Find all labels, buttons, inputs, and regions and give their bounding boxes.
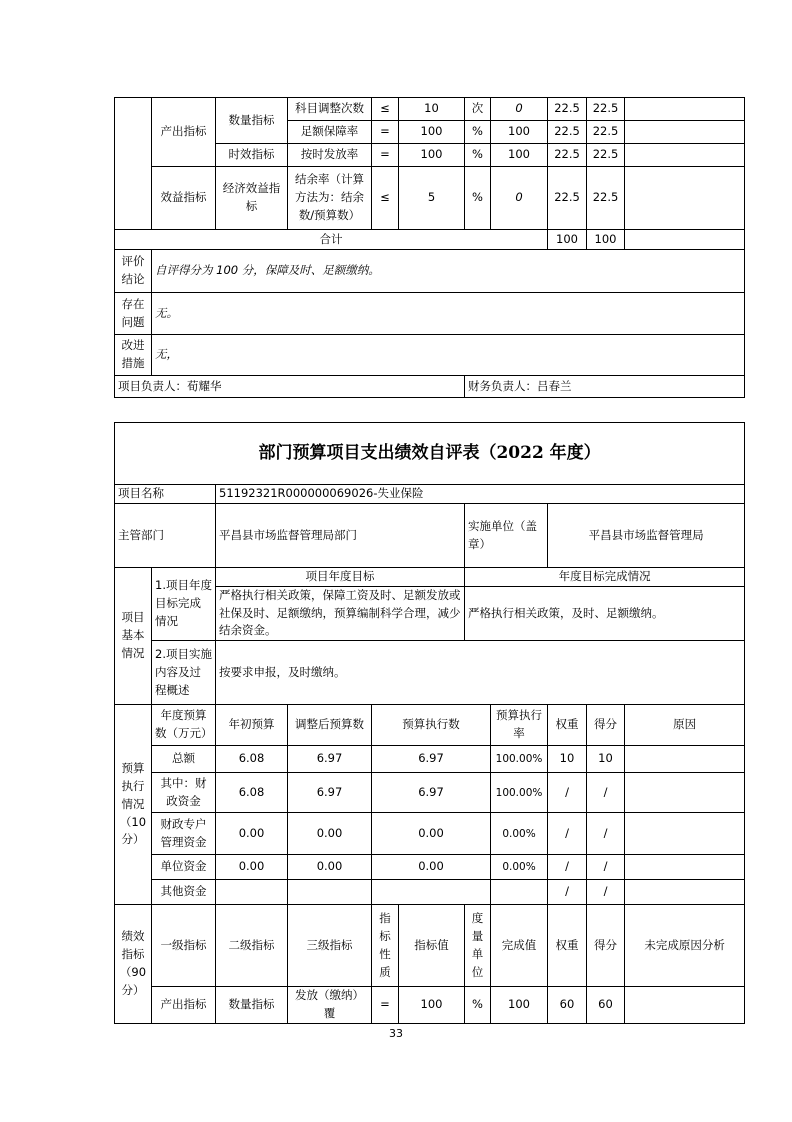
goal-header: 项目年度目标	[216, 568, 465, 587]
fund-initial: 0.00	[216, 813, 288, 855]
fund-rate: 100.00%	[491, 773, 548, 813]
budget-section-label: 预算执行情况（10分）	[115, 705, 152, 905]
cell-l3: 发放（缴纳）覆	[288, 987, 372, 1024]
fund-score: /	[587, 773, 625, 813]
cell-unit: %	[465, 121, 491, 144]
title-row	[115, 423, 745, 485]
header-unit: 度量单位	[465, 905, 491, 987]
cell-l3: 科目调整次数	[288, 98, 372, 121]
fund-adjusted: 6.97	[288, 746, 372, 773]
cell-reason	[625, 167, 745, 230]
cell-op: =	[372, 121, 399, 144]
fund-weight: /	[548, 813, 587, 855]
fund-score: /	[587, 880, 625, 905]
fund-score: 10	[587, 746, 625, 773]
cell-l2: 经济效益指标	[216, 167, 288, 230]
sub2-label: 2.项目实施内容及过程概述	[152, 641, 216, 705]
impl-value: 平昌县市场监督管理局	[548, 504, 745, 568]
cell-l3: 结余率（计算方法为：结余数/预算数）	[288, 167, 372, 230]
cell-unit: %	[465, 167, 491, 230]
fund-weight: /	[548, 880, 587, 905]
budget-row	[115, 855, 745, 880]
header-l2: 二级指标	[216, 905, 288, 987]
department-row	[115, 504, 745, 568]
cell-score: 22.5	[587, 98, 625, 121]
problems-text: 无。	[152, 293, 745, 335]
table-row	[115, 98, 745, 121]
cell-op: ≤	[372, 167, 399, 230]
fund-score: /	[587, 813, 625, 855]
cell-weight: 60	[548, 987, 587, 1024]
cell-target: 10	[399, 98, 465, 121]
fund-weight: /	[548, 773, 587, 813]
conclusion-label: 评价结论	[115, 250, 152, 293]
budget-row	[115, 813, 745, 855]
fund-adjusted: 0.00	[288, 855, 372, 880]
budget-row	[115, 880, 745, 905]
dept-value: 平昌县市场监督管理局部门	[216, 504, 465, 568]
fund-executed: 6.97	[372, 773, 491, 813]
header-weight: 权重	[548, 705, 587, 746]
header-adjusted: 调整后预算数	[288, 705, 372, 746]
project-name-label: 项目名称	[115, 485, 216, 504]
cell-actual: 0	[491, 98, 548, 121]
header-target: 指标值	[399, 905, 465, 987]
overview-row	[115, 641, 745, 705]
cell-reason	[625, 98, 745, 121]
header-l1: 一级指标	[152, 905, 216, 987]
fund-name: 财政专户管理资金	[152, 813, 216, 855]
done-text: 严格执行相关政策，及时、足额缴纳。	[465, 586, 745, 640]
problems-row	[115, 293, 745, 335]
fund-rate: 0.00%	[491, 813, 548, 855]
conclusion-text: 自评得分为 100 分，保障及时、足额缴纳。	[152, 250, 745, 293]
cell-l3: 足额保障率	[288, 121, 372, 144]
project-lead: 项目负责人：荀耀华	[115, 376, 465, 398]
fund-score: /	[587, 855, 625, 880]
cell-score: 22.5	[587, 144, 625, 167]
page-number: 33	[389, 1027, 403, 1040]
fund-initial: 6.08	[216, 773, 288, 813]
cell-l1: 产出指标	[152, 98, 216, 167]
cell-target: 5	[399, 167, 465, 230]
fund-reason	[625, 880, 745, 905]
fund-adjusted: 6.97	[288, 773, 372, 813]
cell-target: 100	[399, 121, 465, 144]
cell-actual: 0	[491, 167, 548, 230]
cell-reason	[625, 230, 745, 250]
fund-initial	[216, 880, 288, 905]
perf-section-label: 绩效指标（90分）	[115, 905, 152, 1024]
cell-l2: 数量指标	[216, 98, 288, 144]
cell-op: =	[372, 144, 399, 167]
fund-weight: /	[548, 855, 587, 880]
cell-l1: 效益指标	[152, 167, 216, 230]
fund-reason	[625, 773, 745, 813]
cell-l2: 数量指标	[216, 987, 288, 1024]
page-title: 部门预算项目支出绩效自评表（2022 年度）	[115, 423, 745, 485]
cell-l3: 按时发放率	[288, 144, 372, 167]
header-l3: 三级指标	[288, 905, 372, 987]
signature-row	[115, 376, 745, 398]
cell-score: 22.5	[587, 167, 625, 230]
cell-score: 60	[587, 987, 625, 1024]
cell-score: 22.5	[587, 121, 625, 144]
impl-label: 实施单位（盖章）	[465, 504, 548, 568]
header-actual: 完成值	[491, 905, 548, 987]
cell-actual: 100	[491, 121, 548, 144]
cell-reason	[625, 121, 745, 144]
total-label: 合计	[115, 230, 548, 250]
fund-name: 其他资金	[152, 880, 216, 905]
budget-header-row	[115, 705, 745, 746]
header-score: 得分	[587, 705, 625, 746]
fund-name: 总额	[152, 746, 216, 773]
project-name-row	[115, 485, 745, 504]
fund-initial: 0.00	[216, 855, 288, 880]
fund-name: 单位资金	[152, 855, 216, 880]
fund-weight: 10	[548, 746, 587, 773]
perf-row	[115, 987, 745, 1024]
sub2-text: 按要求申报，及时缴纳。	[216, 641, 745, 705]
cell-reason	[625, 987, 745, 1024]
goal-text: 严格执行相关政策，保障工资及时、足额发放或社保及时、足额缴纳，预算编制科学合理，减少结余资金。	[216, 586, 465, 640]
fund-rate: 100.00%	[491, 746, 548, 773]
fund-adjusted	[288, 880, 372, 905]
sub1-label: 1.项目年度目标完成情况	[152, 568, 216, 641]
cell-op: =	[372, 987, 399, 1024]
cell-weight: 22.5	[548, 144, 587, 167]
fund-reason	[625, 746, 745, 773]
header-weight: 权重	[548, 905, 587, 987]
measures-label: 改进措施	[115, 335, 152, 376]
cell-weight: 22.5	[548, 98, 587, 121]
cell-reason	[625, 144, 745, 167]
budget-row	[115, 773, 745, 813]
blank-cell	[115, 98, 152, 230]
done-header: 年度目标完成情况	[465, 568, 745, 587]
header-score: 得分	[587, 905, 625, 987]
fund-rate	[491, 880, 548, 905]
header-annual-budget: 年度预算数（万元）	[152, 705, 216, 746]
measures-text: 无，	[152, 335, 745, 376]
goal-header-row	[115, 568, 745, 587]
problems-label: 存在问题	[115, 293, 152, 335]
total-score: 100	[587, 230, 625, 250]
cell-l2: 时效指标	[216, 144, 288, 167]
header-nature: 指标性质	[372, 905, 399, 987]
cell-actual: 100	[491, 987, 548, 1024]
header-reason: 原因	[625, 705, 745, 746]
header-executed: 预算执行数	[372, 705, 491, 746]
basic-label: 项目基本情况	[115, 568, 152, 705]
fund-executed: 0.00	[372, 855, 491, 880]
header-initial: 年初预算	[216, 705, 288, 746]
cell-target: 100	[399, 144, 465, 167]
cell-l1: 产出指标	[152, 987, 216, 1024]
fund-reason	[625, 855, 745, 880]
cell-weight: 22.5	[548, 167, 587, 230]
total-weight: 100	[548, 230, 587, 250]
total-row	[115, 230, 745, 250]
finance-lead: 财务负责人：吕春兰	[465, 376, 745, 398]
cell-unit: %	[465, 144, 491, 167]
fund-initial: 6.08	[216, 746, 288, 773]
fund-adjusted: 0.00	[288, 813, 372, 855]
cell-op: ≤	[372, 98, 399, 121]
performance-table-continued	[114, 97, 745, 398]
fund-executed: 6.97	[372, 746, 491, 773]
fund-executed	[372, 880, 491, 905]
fund-rate: 0.00%	[491, 855, 548, 880]
fund-reason	[625, 813, 745, 855]
header-rate: 预算执行率	[491, 705, 548, 746]
performance-self-evaluation-table	[114, 422, 745, 1024]
fund-name: 其中：财政资金	[152, 773, 216, 813]
table-row	[115, 167, 745, 230]
cell-unit: 次	[465, 98, 491, 121]
project-name: 51192321R000000069026-失业保险	[216, 485, 745, 504]
cell-target: 100	[399, 987, 465, 1024]
cell-unit: %	[465, 987, 491, 1024]
perf-header-row	[115, 905, 745, 987]
budget-row	[115, 746, 745, 773]
fund-executed: 0.00	[372, 813, 491, 855]
measures-row	[115, 335, 745, 376]
cell-weight: 22.5	[548, 121, 587, 144]
header-reason: 未完成原因分析	[625, 905, 745, 987]
conclusion-row	[115, 250, 745, 293]
cell-actual: 100	[491, 144, 548, 167]
dept-label: 主管部门	[115, 504, 216, 568]
